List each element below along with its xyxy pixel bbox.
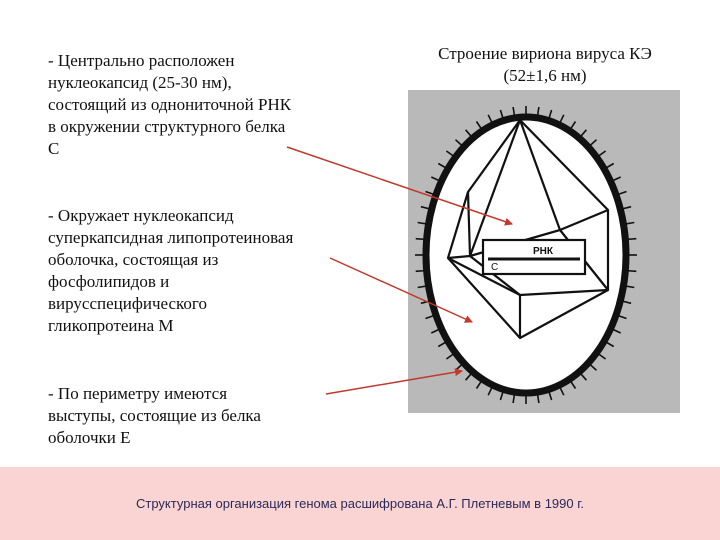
figure-title: Строение вириона вируса КЭ (52±1,6 нм) xyxy=(438,44,652,85)
bullet-nucleocapsid: - Центрально расположен нуклеокапсид (25-30 нм), состоящий из однониточной РНК в окружении структурного белка С xyxy=(48,51,292,158)
rna-label: РНК xyxy=(533,246,553,257)
bullet-spikes: - По периметру имеются выступы, состоящие из белка оболочки Е xyxy=(48,384,261,447)
footer-note: Структурная организация генома расшифрована А.Г. Плетневым в 1990 г. xyxy=(136,496,584,511)
bullet-envelope: - Окружает нуклеокапсид суперкапсидная липопротеиновая оболочка, состоящая из фосфолипидов и вирусспецифического гликопротеина М xyxy=(48,206,294,335)
footer-band xyxy=(0,467,720,540)
virion-diagram xyxy=(408,90,680,413)
virion-drawing xyxy=(408,90,680,413)
protein-c-label: С xyxy=(491,262,499,273)
